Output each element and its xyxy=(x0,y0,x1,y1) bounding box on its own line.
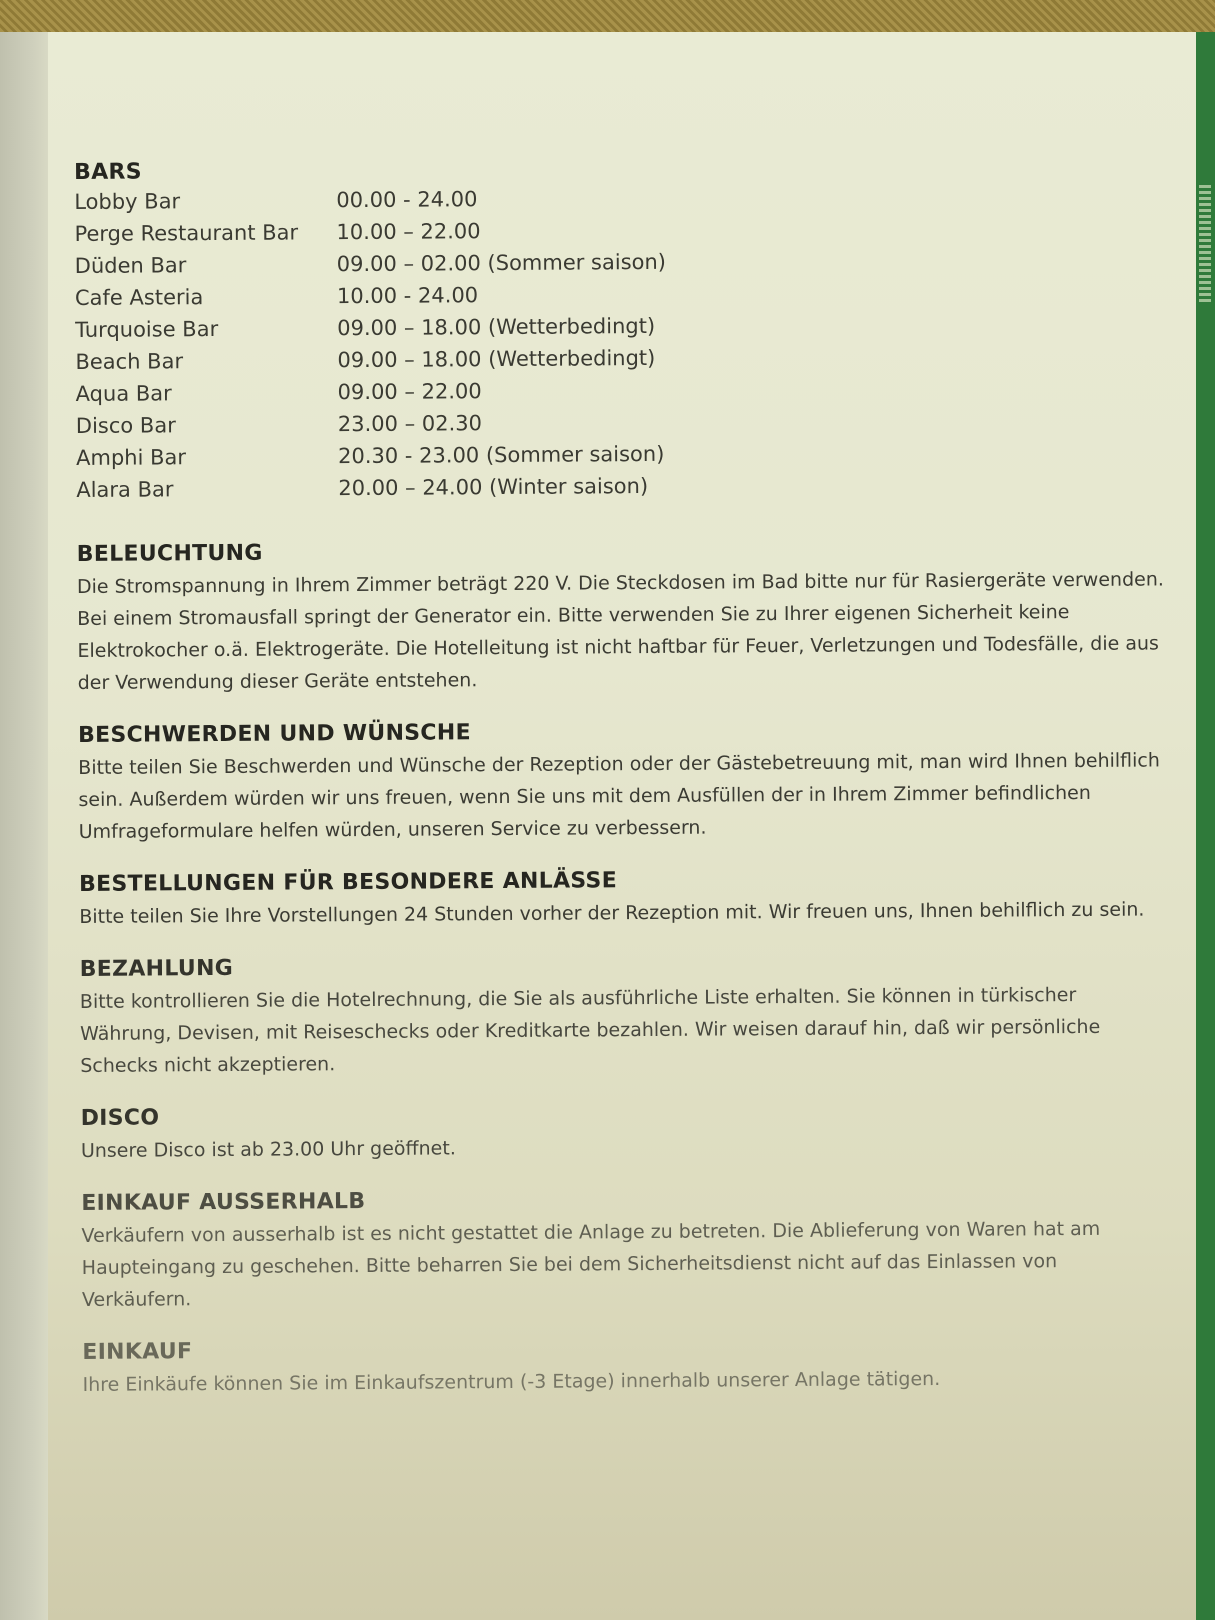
document-content xyxy=(74,152,1183,1425)
section-bezahlung xyxy=(80,949,1181,1082)
bar-hours: 20.00 – 24.00 (Winter saison) xyxy=(338,474,649,501)
bar-hours: 09.00 – 18.00 (Wetterbedingt) xyxy=(337,313,656,341)
bar-name: Turquoise Bar xyxy=(75,316,219,342)
bar-hours: 00.00 - 24.00 xyxy=(336,187,478,213)
side-tab-text xyxy=(1199,182,1211,302)
bar-name: Perge Restaurant Bar xyxy=(74,220,299,246)
bar-name: Aqua Bar xyxy=(75,381,172,406)
bar-name: Alara Bar xyxy=(76,477,174,502)
section-text: Bitte teilen Sie Beschwerden und Wünsche der Rezeption oder der Gästebetreuung mit, man wird Ihnen behilflich sein. Außerdem würden wir uns freuen, wenn Sie uns mit dem Ausfüllen der in Ihrem Zimmer befindlichen Umfrageformulare helfen würden, unseren Service zu verbessern. xyxy=(78,749,1160,843)
section-text: Verkäufern von ausserhalb ist es nicht gestattet die Anlage zu betreten. Die Ablieferung von Waren hat am Haupteingang zu geschehen. Bitte beharren Sie bei dem Sicherheitsdienst nicht auf das Einlassen von Verkäufern. xyxy=(81,1217,1101,1311)
bar-hours: 09.00 – 22.00 xyxy=(337,379,482,405)
bar-hours: 10.00 - 24.00 xyxy=(336,283,479,309)
bar-hours: 23.00 – 02.30 xyxy=(337,411,483,437)
section-title: BELEUCHTUNG xyxy=(76,540,263,567)
bar-hours: 20.30 - 23.00 (Sommer saison) xyxy=(337,441,665,469)
section-text: Ihre Einkäufe können Sie im Einkaufszentrum (-3 Etage) innerhalb unserer Anlage tätigen. xyxy=(82,1367,941,1396)
green-side-tab xyxy=(1196,32,1215,1620)
bar-hours-list xyxy=(74,181,1176,504)
bar-name: Düden Bar xyxy=(74,253,187,278)
section-beleuchtung xyxy=(77,534,1178,699)
bar-hours: 10.00 – 22.00 xyxy=(336,219,481,245)
section-text: Bitte kontrollieren Sie die Hotelrechnung, die Sie als ausführliche Liste erhalten. Sie können in türkischer Währung, Devisen, mit Reiseschecks oder Kreditkarte bezahlen. Wir weisen darauf hin, daß wir persönliche Schecks nicht akzeptieren. xyxy=(79,984,1101,1077)
bar-name: Cafe Asteria xyxy=(74,285,204,310)
section-einkauf-ausserhalb xyxy=(81,1183,1182,1316)
bar-name: Beach Bar xyxy=(75,349,184,374)
bar-name: Lobby Bar xyxy=(74,189,181,214)
section-text: Bitte teilen Sie Ihre Vorstellungen 24 Stunden vorher der Rezeption mit. Wir freuen uns, Ihnen behilflich zu sein. xyxy=(79,898,1145,928)
section-beschwerden xyxy=(78,715,1179,848)
section-title-bars: BARS xyxy=(74,159,142,185)
section-title: BEZAHLUNG xyxy=(79,955,234,982)
section-title: EINKAUF xyxy=(82,1339,193,1365)
bar-name: Disco Bar xyxy=(75,413,176,438)
section-title: BESCHWERDEN UND WÜNSCHE xyxy=(77,720,471,748)
section-text: Die Stromspannung in Ihrem Zimmer beträgt 220 V. Die Steckdosen im Bad bitte nur für Rasiergeräte verwenden. Bei einem Stromausfall springt der Generator ein. Bitte verwenden Sie zu Ihrer eigenen Sicherheit keine Elektrokocher o.ä. Elektrogeräte. Die Hotelleitung ist nicht haftbar für Feuer, Verletzungen und Todesfälle, die aus der Verwendung dieser Geräte entstehen. xyxy=(76,568,1164,694)
section-disco xyxy=(81,1098,1181,1167)
section-bestellungen xyxy=(79,864,1179,933)
section-einkauf xyxy=(82,1332,1182,1401)
bar-hours: 09.00 – 02.00 (Sommer saison) xyxy=(336,249,667,277)
section-text: Unsere Disco ist ab 23.00 Uhr geöffnet. xyxy=(80,1137,456,1162)
section-title: DISCO xyxy=(80,1105,160,1131)
bar-name: Amphi Bar xyxy=(75,445,187,470)
bar-hours: 09.00 – 18.00 (Wetterbedingt) xyxy=(337,345,656,373)
section-title: EINKAUF AUSSERHALB xyxy=(81,1188,366,1216)
section-title: BESTELLUNGEN FÜR BESONDERE ANLÄSSE xyxy=(78,868,618,897)
paper-left-edge xyxy=(0,32,48,1620)
